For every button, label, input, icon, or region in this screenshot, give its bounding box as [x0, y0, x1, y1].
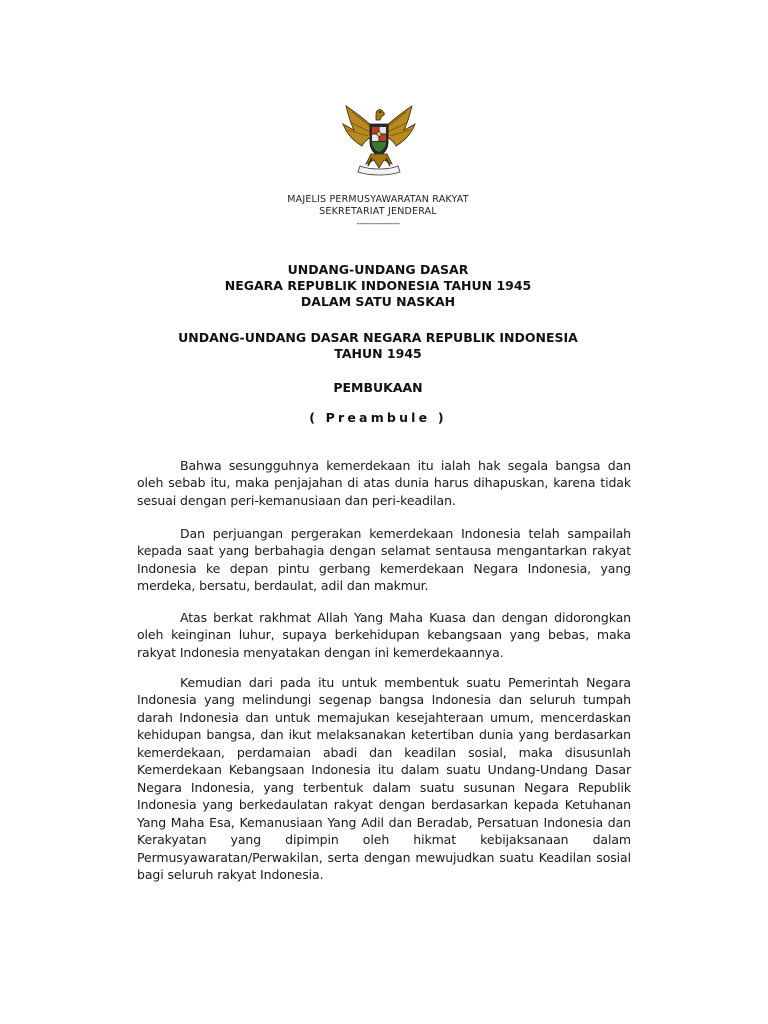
institution-rule: ------------------ — [356, 219, 400, 228]
title-line-1: UNDANG-UNDANG DASAR — [287, 262, 469, 277]
paragraph-1: Bahwa sesungguhnya kemerdekaan itu ialah hak segala bangsa dan oleh sebab itu, maka penjajahan di atas dunia harus dihapuskan, karena tidak sesuai dengan peri-kemanusiaan dan peri-keadilan. — [137, 457, 631, 508]
paragraph-4: Kemudian dari pada itu untuk membentuk suatu Pemerintah Negara Indonesia yang melindungi segenap bangsa Indonesia dan seluruh tumpah darah Indonesia dan untuk memajukan kesejahteraan umum, mencerdaskan kehidupan bangsa, dan ikut melaksanakan ketertiban dunia yang berdasarkan kemerdekaan, perdamaian abadi dan keadilan sosial, maka disusunlah Kemerdekaan Kebangsaan Indonesia itu dalam suatu Undang-Undang Dasar Negara Indonesia, yang terbentuk dalam suatu susunan Negara Republik Indonesia yang berkedaulatan rakyat dengan berdasarkan kepada Ketuhanan Yang Maha Esa, Kemanusiaan Yang Adil dan Beradab, Persatuan Indonesia dan Kerakyatan yang dipimpin oleh hikmat kebijaksanaan dalam Permusyawaratan/Perwakilan, serta dengan mewujudkan suatu Keadilan sosial bagi seluruh rakyat Indonesia. — [137, 674, 631, 882]
paragraph-2: Dan perjuangan pergerakan kemerdekaan Indonesia telah sampailah kepada saat yang berbahagia dengan selamat sentausa mengantarkan rakyat Indonesia ke depan pintu gerbang kemerdekaan Negara Indonesia, yang merdeka, bersatu, berdaulat, adil dan makmur. — [137, 525, 631, 593]
subtitle-line-2: TAHUN 1945 — [334, 346, 422, 361]
institution-name: MAJELIS PERMUSYAWARATAN RAKYAT — [287, 194, 469, 205]
institution-header — [0, 194, 756, 230]
garuda-emblem-icon — [338, 100, 420, 178]
section-heading: PEMBUKAAN — [333, 380, 423, 395]
document-subtitle — [0, 330, 756, 362]
paragraph-3: Atas berkat rakhmat Allah Yang Maha Kuasa dan dengan didorongkan oleh keinginan luhur, supaya berkehidupan kebangsaan yang bebas, maka rakyat Indonesia menyatakan dengan ini kemerdekaannya. — [137, 609, 631, 660]
subtitle-line-1: UNDANG-UNDANG DASAR NEGARA REPUBLIK INDONESIA — [178, 330, 578, 345]
title-line-3: DALAM SATU NASKAH — [300, 294, 456, 309]
institution-department: SEKRETARIAT JENDERAL — [319, 206, 437, 217]
section-subheading: ( Preambule ) — [309, 410, 447, 425]
document-title — [0, 262, 756, 310]
title-line-2: NEGARA REPUBLIK INDONESIA TAHUN 1945 — [224, 278, 532, 293]
